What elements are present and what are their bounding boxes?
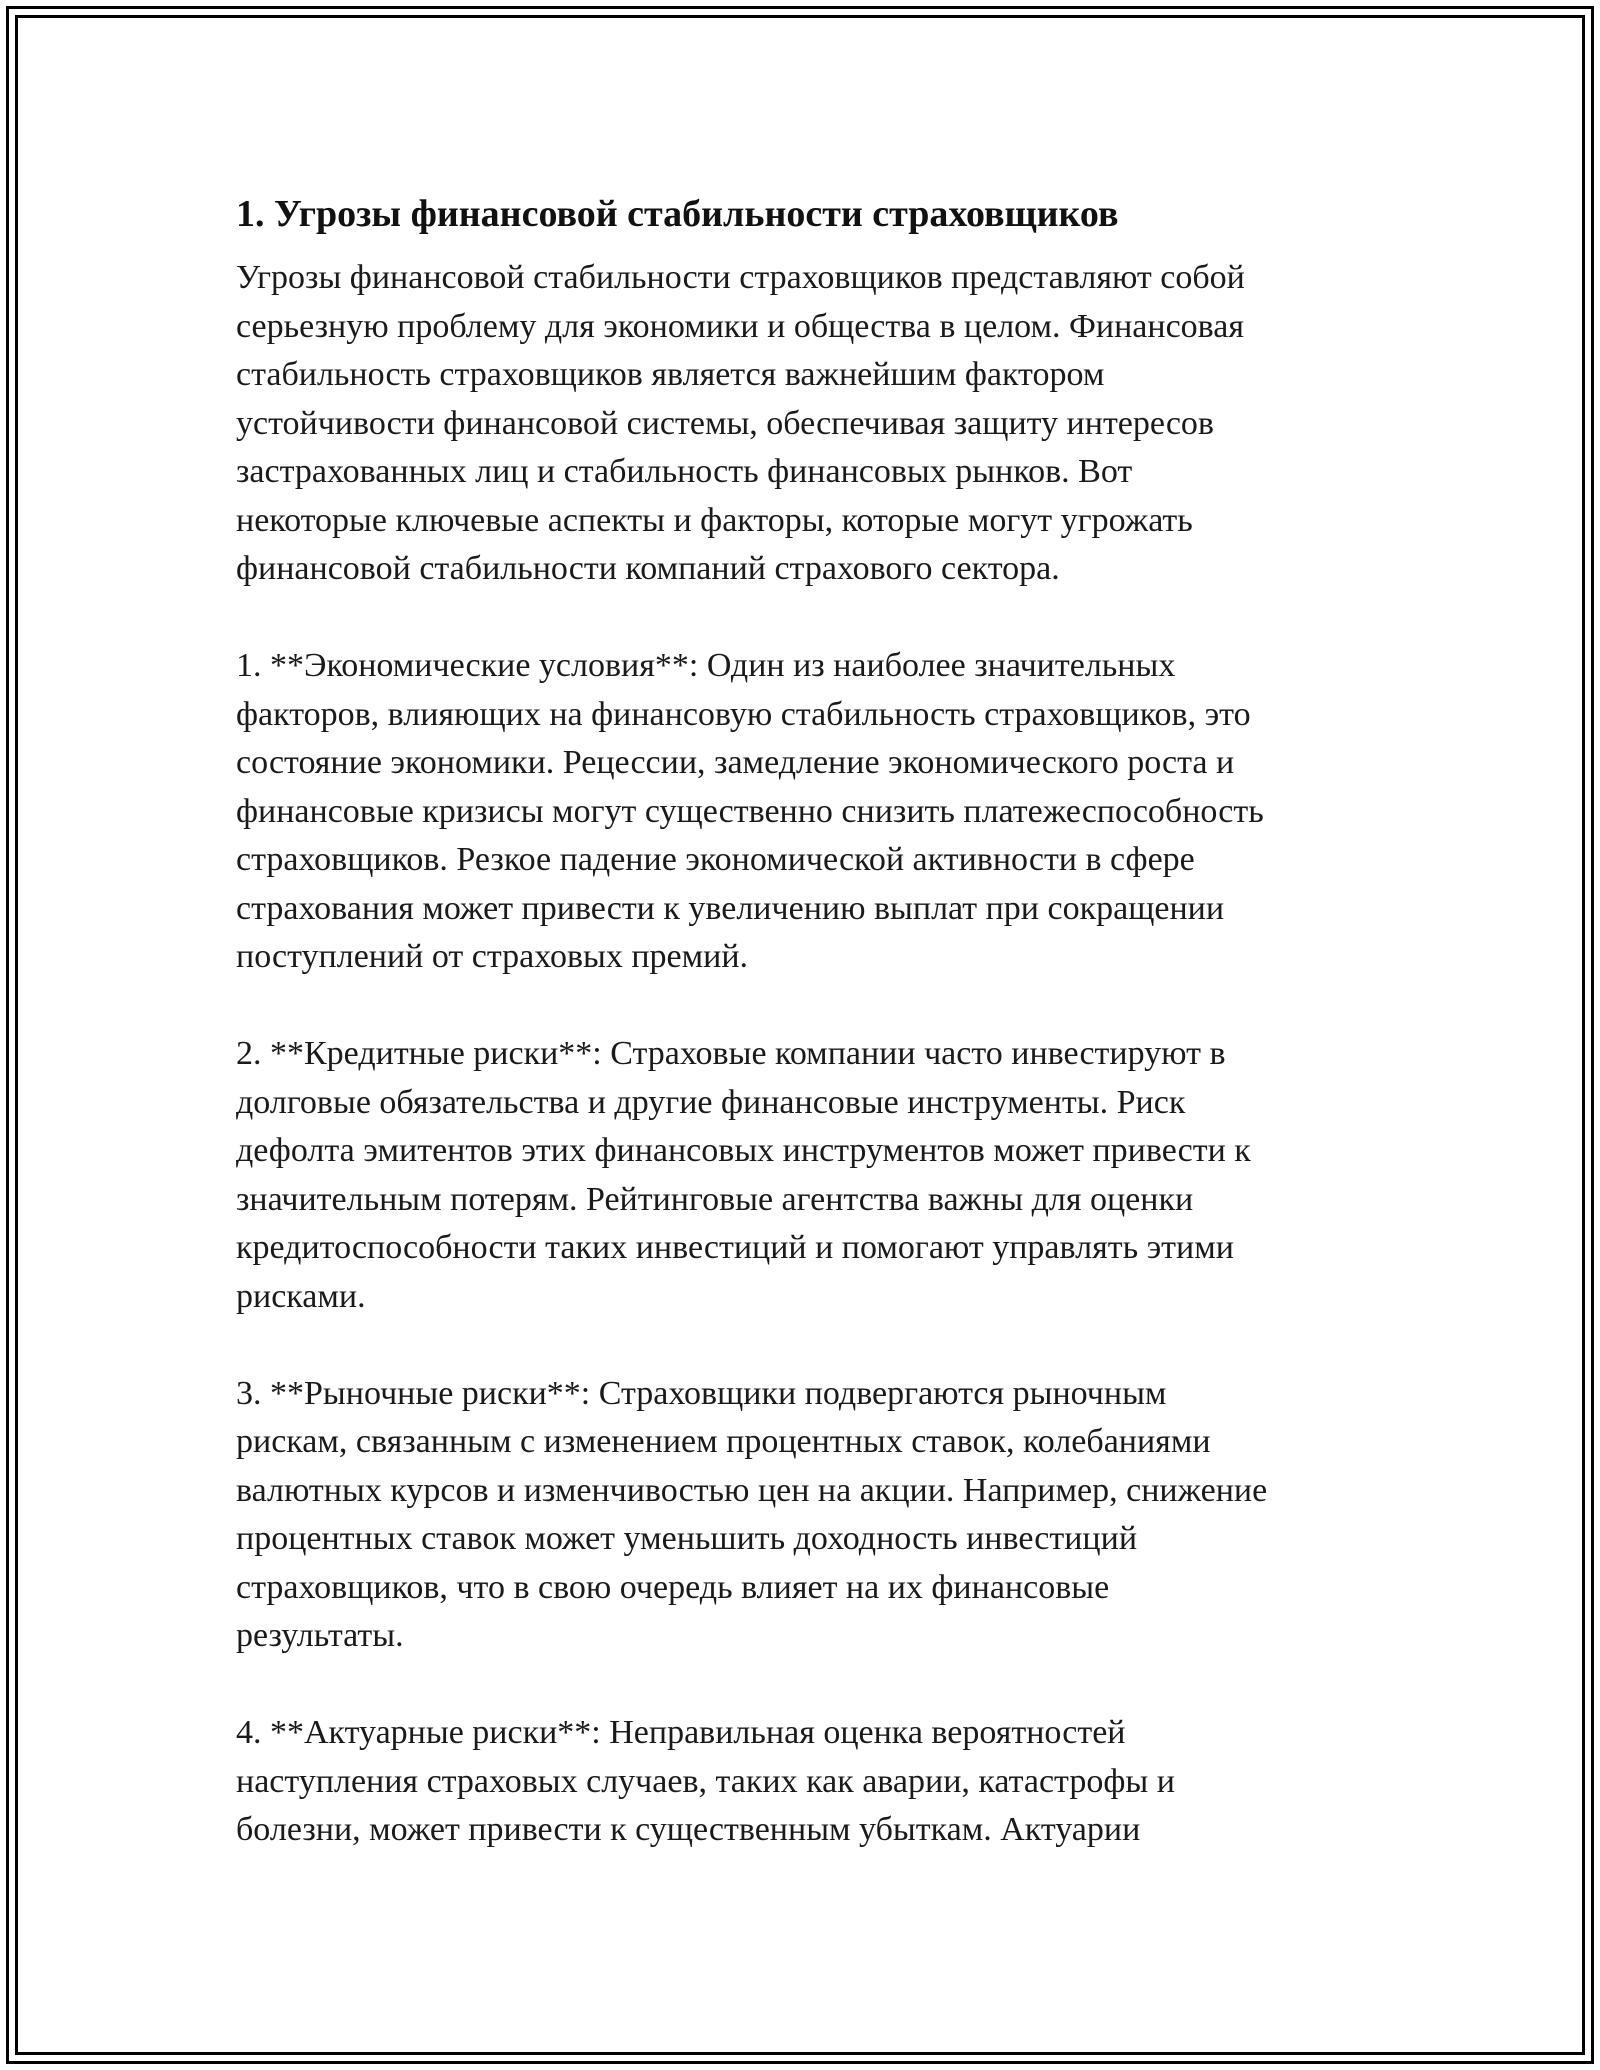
list-item-economic-conditions: 1. **Экономические условия**: Один из наиболее значительных факторов, влияющих на финансовую стабильность страховщиков, это состояние экономики. Рецессии, замедление экономического роста и финансовые кризисы могут существенно снизить платежеспособность страховщиков. Резкое падение экономической активности в сфере страхования может привести к увеличению выплат при сокращении поступлений от страховых премий.	[236, 647, 1264, 975]
list-item-credit-risks: 2. **Кредитные риски**: Страховые компании часто инвестируют в долговые обязательства и другие финансовые инструменты. Риск дефолта эмитентов этих финансовых инструментов может привести к значительным потерям. Рейтинговые агентства важны для оценки кредитоспособности таких инвестиций и помогают управлять этими рисками.	[236, 1035, 1251, 1315]
intro-paragraph: Угрозы финансовой стабильности страховщиков представляют собой серьезную проблему для экономики и общества в целом. Финансовая стабильность страховщиков является важнейшим фактором устойчивости финансовой системы, обеспечивая защиту интересов застрахованных лиц и стабильность финансовых рынков. Вот некоторые ключевые аспекты и факторы, которые могут угрожать финансовой стабильности компаний страхового сектора.	[236, 259, 1245, 587]
paragraph-spacer	[236, 1321, 1366, 1370]
paragraph-spacer	[236, 982, 1366, 1031]
paragraph-spacer	[236, 594, 1366, 643]
list-item-market-risks: 3. **Рыночные риски**: Страховщики подвергаются рыночным рискам, связанным с изменением процентных ставок, колебаниями валютных курсов и изменчивостью цен на акции. Например, снижение процентных ставок может уменьшить доходность инвестиций страховщиков, что в свою очередь влияет на их финансовые результаты.	[236, 1374, 1268, 1654]
document-body	[236, 186, 1366, 1855]
list-item-actuarial-risks: 4. **Актуарные риски**: Неправильная оценка вероятностей наступления страховых случаев, таких как аварии, катастрофы и болезни, может привести к существенным убыткам. Актуарии	[236, 1714, 1175, 1848]
paragraph-spacer	[236, 1661, 1366, 1710]
section-heading: 1. Угрозы финансовой стабильности страховщиков	[236, 193, 1119, 235]
